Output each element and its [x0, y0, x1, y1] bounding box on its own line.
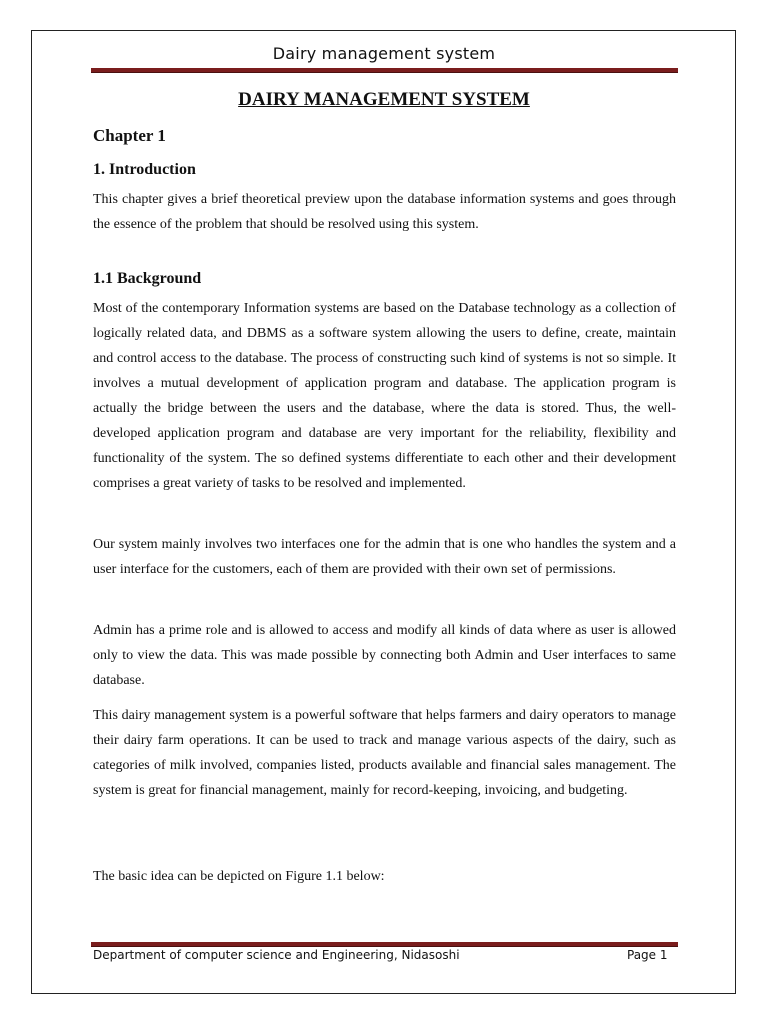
introduction-paragraph: This chapter gives a brief theoretical preview upon the database information systems and goes through the essence of the problem that should be resolved using this system.	[93, 192, 676, 232]
background-heading: 1.1 Background	[93, 270, 202, 287]
footer-rule	[91, 942, 678, 947]
page-number: Page 1	[627, 948, 668, 962]
header-rule	[91, 68, 678, 73]
background-paragraph-4: This dairy management system is a powerful software that helps farmers and dairy operators to manage their dairy farm operations. It can be used to track and manage various aspects of the dairy, such as categories of milk involved, companies listed, products available and financial sales management. The system is great for financial management, mainly for record-keeping, invoicing, and budgeting.	[93, 708, 676, 798]
footer-department: Department of computer science and Engineering, Nidasoshi	[93, 948, 460, 962]
chapter-heading: Chapter 1	[93, 126, 166, 145]
document-title: DAIRY MANAGEMENT SYSTEM	[238, 89, 530, 110]
background-paragraph-1: Most of the contemporary Information systems are based on the Database technology as a collection of logically related data, and DBMS as a software system allowing the users to define, create, maintain and control access to the database. The process of constructing such kind of systems is not so simple. It involves a mutual development of application program and database. The application program is actually the bridge between the users and the database, where the data is stored. Thus, the well-developed application program and database are very important for the reliability, flexibility and functionality of the system. The so defined systems differentiate to each other and their development comprises a great variety of tasks to be resolved and implemented.	[93, 301, 676, 491]
background-paragraph-3: Admin has a prime role and is allowed to access and modify all kinds of data where as user is allowed only to view the data. This was made possible by connecting both Admin and User interfaces to same database.	[93, 623, 676, 688]
running-header: Dairy management system	[272, 44, 496, 63]
figure-reference-paragraph: The basic idea can be depicted on Figure 1.1 below:	[93, 869, 385, 884]
background-paragraph-2: Our system mainly involves two interfaces one for the admin that is one who handles the system and a user interface for the customers, each of them are provided with their own set of permissions.	[93, 537, 676, 577]
introduction-heading: 1. Introduction	[93, 161, 196, 178]
